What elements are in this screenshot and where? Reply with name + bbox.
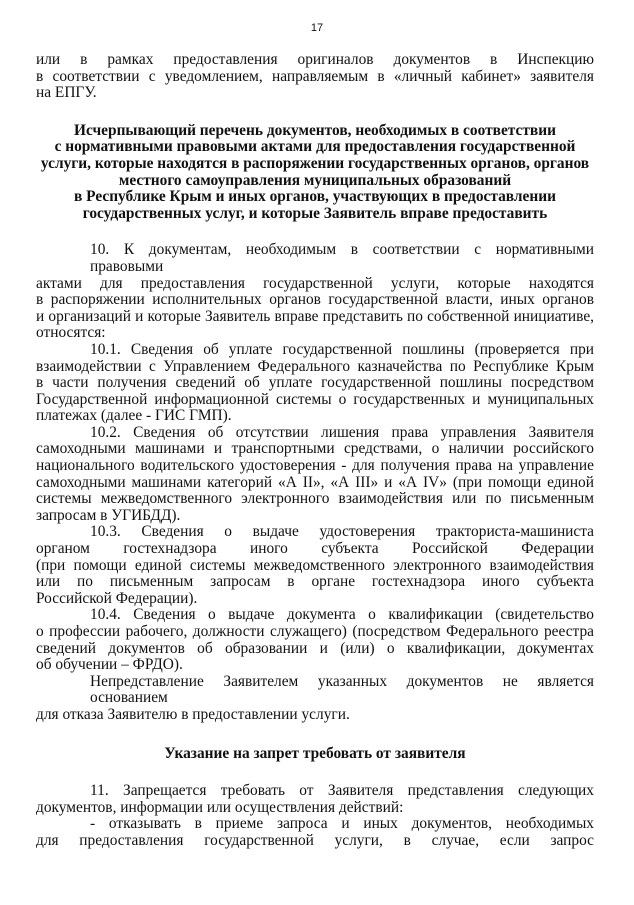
paragraph-11 [36,783,594,816]
text-line: или по письменным запросам в органе гостехнадзора иного субъекта [36,573,594,591]
heading-line: с нормативными правовыми актами для предоставления государственной [54,138,576,156]
text-line: Непредставление Заявителем указанных документов не является основанием [90,672,594,707]
text-line: в соответствии с уведомлением, направляемым в «личный кабинет» заявителя [36,67,594,85]
heading-line: в Республике Крым и иных органов, участвующих в предоставлении [73,188,556,206]
text-line: самоходными машинами категорий «А II», «А III» и «А IV» (при помощи единой [36,473,594,491]
text-line: 10.2. Сведения об отсутствии лишения права управления Заявителя [90,423,594,441]
text-line: 10.1. Сведения об уплате государственной пошлины (проверяется при [90,340,594,358]
text-line: и организаций и которые Заявитель вправе представить по собственной инициативе, [36,307,594,325]
text-line: или в рамках предоставления оригиналов документов в Инспекцию [36,51,594,68]
text-line: для предоставления государственной услуги, в случае, если запрос [36,831,594,849]
heading-line: местного самоуправления муниципальных образований [118,171,512,189]
text-line: сведений документов об образовании и (или) о квалификации, документах [36,639,594,657]
text-line: 11. Запрещается требовать от Заявителя представления следующих [90,782,594,800]
text-line: платежах (далее - ГИС ГМП). [36,407,232,425]
text-line: в части получения сведений об уплате государственной пошлины посредством [36,374,594,392]
page-number: 17 [310,22,324,34]
heading-line: Исчерпывающий перечень документов, необходимых в соответствии [74,121,556,139]
text-line: - отказывать в приеме запроса и иных документов, необходимых [90,815,594,833]
paragraph-10-1 [36,342,594,425]
paragraph-10-4 [36,607,594,673]
paragraph-nonsubmission [36,674,594,724]
text-line: 10.4. Сведения о выдаче документа о квалификации (свидетельство [90,606,594,624]
text-line: в распоряжении исполнительных органов государственной власти, иных органов [36,291,594,309]
heading-line: услуги, которые находятся в распоряжении государственных органов, органов [40,154,590,172]
section-heading [36,123,594,223]
paragraph-10-3 [36,524,594,607]
text-line: Государственной информационной системы о государственных и муниципальных [36,390,594,408]
text-line: 10.3. Сведения о выдаче удостоверения тракториста-машиниста [90,523,594,541]
paragraph-11-bullet [36,816,594,849]
text-line: для отказа Заявителю в предоставлении услуги. [36,705,350,723]
text-line: 10. К документам, необходимым в соответствии с нормативными правовыми [90,241,594,275]
heading-line: государственных услуг, и которые Заявитель вправе предоставить [82,204,548,222]
text-line: Российской Федерации). [36,589,198,607]
text-line: на ЕПГУ. [36,84,97,102]
text-line: актами для предоставления государственной услуги, которые находятся [36,274,594,292]
intro-paragraph [36,52,594,102]
section-heading-prohibition [36,746,594,763]
text-line: самоходными машинами и транспортными средствами, о наличии российского [36,440,594,458]
heading-line: Указание на запрет требовать от заявителя [164,744,466,762]
text-line: относятся: [36,324,106,342]
text-line: национального водительского удостоверения - для получения права на управление [36,457,594,475]
text-line: запросам в УГИБДД). [36,506,181,524]
text-line: взаимодействии с Управлением Федерального казначейства по Республике Крым [36,357,594,375]
paragraph-10 [36,242,594,342]
text-line: органом гостехнадзора иного субъекта Российской Федерации [36,540,594,558]
text-line: о профессии рабочего, должности служащего) (посредством Федерального реестра [36,623,594,640]
text-line: (при помощи единой системы межведомственного электронного взаимодействия [36,556,594,574]
text-line: системы межведомственного электронного взаимодействия или по письменным [36,490,594,508]
paragraph-10-2 [36,425,594,525]
text-line: об обучении – ФРДО). [36,656,183,674]
page-content [36,52,594,850]
text-line: документов, информации или осуществления действий: [36,798,404,816]
